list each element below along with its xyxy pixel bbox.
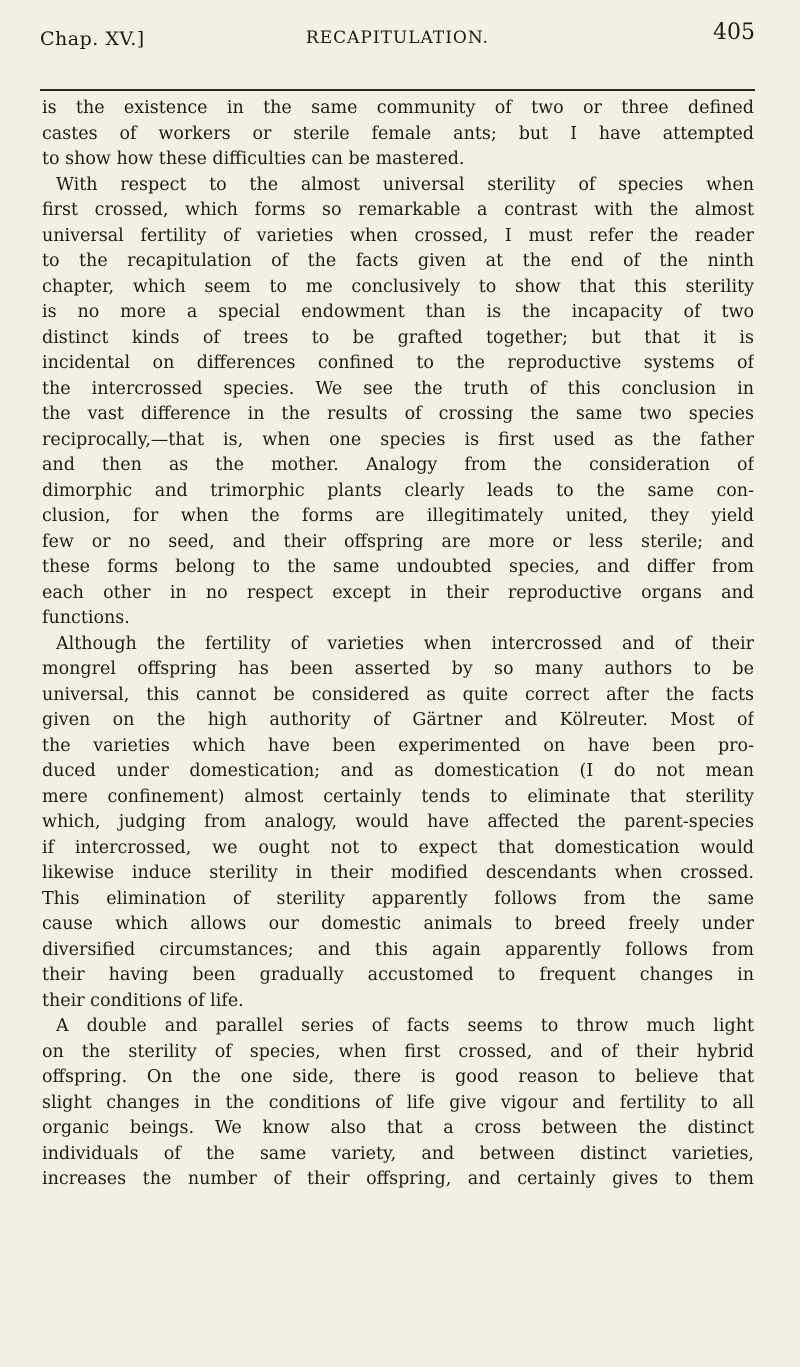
- text-line: universal fertility of varieties when crossed, I must refer the reader: [42, 225, 754, 246]
- text-line: reciprocally,—that is, when one species is first used as the father: [42, 429, 754, 450]
- text-line: these forms belong to the same undoubted species, and differ from: [42, 557, 754, 577]
- text-line: mere confinement) almost certainly tends to eliminate that sterility: [42, 786, 754, 807]
- text-line: duced under domestication; and as domestication (I do not mean: [42, 761, 754, 781]
- text-line: given on the high authority of Gärtner and Kölreuter. Most of: [42, 710, 754, 730]
- text-line: With respect to the almost universal sterility of species when: [56, 174, 754, 195]
- page-number: 405: [713, 20, 755, 45]
- text-line: distinct kinds of trees to be grafted together; but that it is: [42, 327, 754, 348]
- text-line: the intercrossed species. We see the truth of this conclusion in: [42, 378, 754, 399]
- chapter-label: Chap. XV.]: [40, 28, 145, 50]
- running-head: [40, 14, 755, 54]
- text-line: first crossed, which forms so remarkable a contrast with the almost: [42, 200, 754, 220]
- text-line: This elimination of sterility apparently follows from the same: [42, 888, 754, 909]
- text-line: to the recapitulation of the facts given at the end of the ninth: [42, 251, 754, 271]
- text-line: dimorphic and trimorphic plants clearly leads to the same con-: [42, 480, 754, 501]
- text-line: their having been gradually accustomed to frequent changes in: [42, 965, 754, 985]
- text-line: incidental on differences confined to the reproductive systems of: [42, 353, 754, 373]
- text-line: Although the fertility of varieties when intercrossed and of their: [56, 633, 754, 654]
- text-line: and then as the mother. Analogy from the consideration of: [42, 455, 754, 475]
- text-line: organic beings. We know also that a cross between the distinct: [42, 1118, 754, 1138]
- text-line: slight changes in the conditions of life give vigour and fertility to all: [42, 1092, 754, 1113]
- text-line: chapter, which seem to me conclusively to show that this sterility: [42, 276, 754, 297]
- text-line: the vast difference in the results of crossing the same two species: [42, 404, 754, 424]
- text-line: few or no seed, and their offspring are more or less sterile; and: [42, 531, 754, 552]
- text-line: functions.: [42, 608, 130, 628]
- text-line: castes of workers or sterile female ants; but I have attempted: [42, 123, 754, 144]
- text-line: on the sterility of species, when first crossed, and of their hybrid: [42, 1041, 754, 1062]
- text-line: is the existence in the same community of two or three defined: [42, 98, 754, 118]
- text-line: A double and parallel series of facts seems to throw much light: [56, 1016, 754, 1036]
- text-line: to show how these difficulties can be mastered.: [42, 149, 465, 169]
- text-line: which, judging from analogy, would have affected the parent-species: [42, 812, 754, 832]
- page-title: RECAPITULATION.: [305, 28, 490, 48]
- text-line: each other in no respect except in their reproductive organs and: [42, 582, 754, 603]
- text-line: offspring. On the one side, there is good reason to believe that: [42, 1067, 754, 1087]
- text-line: the varieties which have been experimented on have been pro-: [42, 735, 754, 756]
- text-line: mongrel offspring has been asserted by so many authors to be: [42, 659, 754, 679]
- text-line: if intercrossed, we ought not to expect that domestication would: [42, 837, 754, 858]
- text-line: cause which allows our domestic animals to breed freely under: [42, 914, 754, 934]
- text-line: individuals of the same variety, and between distinct varieties,: [42, 1143, 754, 1164]
- text-line: likewise induce sterility in their modified descendants when crossed.: [42, 863, 754, 883]
- text-line: their conditions of life.: [42, 990, 244, 1011]
- text-line: is no more a special endowment than is the incapacity of two: [42, 302, 754, 322]
- body-text: [42, 96, 754, 1193]
- text-line: diversified circumstances; and this again apparently follows from: [42, 939, 754, 960]
- header-rule: [40, 89, 755, 91]
- text-line: universal, this cannot be considered as quite correct after the facts: [42, 684, 754, 705]
- text-line: increases the number of their offspring, and certainly gives to them: [42, 1169, 754, 1189]
- text-line: clusion, for when the forms are illegitimately united, they yield: [42, 506, 754, 526]
